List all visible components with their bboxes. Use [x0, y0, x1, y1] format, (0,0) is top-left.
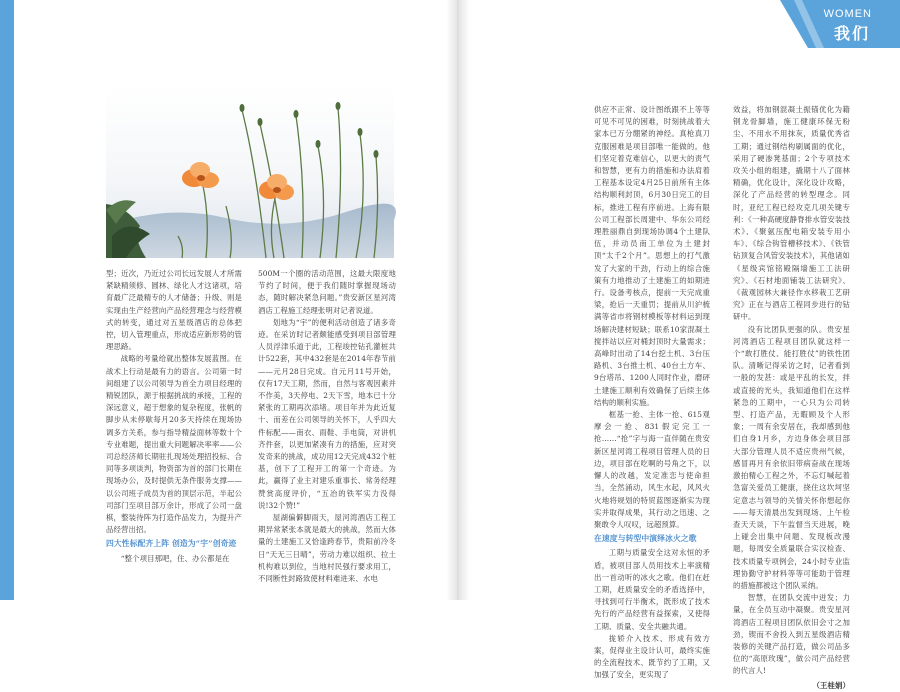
paragraph: 效益，将加钢混凝土振锚优化为籍钢龙骨脚墙，施工健康环保无粉尘、不用水不用抹灰，质量优秀省工期；通过钢结构刷属面的优化，采用了硬渗凳基面；2个专项技术攻关小组的组建，撬期十八了面林精确，优化设计，深化设计攻略，深化了产品经营的转型理念。同时，亚纪工程已经攻克几项关键专利：《一种高硬度静脊排水管安装技术》、《聚氨压配电箱安装专用小车》、《综合钩管槽移技术》、《铁管钻顶复合风管安装技术》，其他诸如《星级宾馆铭殿隔墙施工工法研究》、《石材地面铺装工法研究》、《裁观园林大兼径作水移栽工艺研究》正在与酒店工程同步进行的钻研中。 — [733, 105, 850, 322]
flower-photo — [106, 86, 394, 258]
paragraph: 工期与质量安全这对永恒的矛盾，被项目部人员用技术上率演精出一首动听的冰火之歌。他们在赶工期，赶质量安全的矛盾选择中，寻找到可行半衡术，既形成了技术先行的产品经营有益探索，又使得工期、质量、安全共融共通。 — [594, 548, 710, 631]
paragraph: 屋湖偏僻脚雨天，屋河湾酒店工程工期异常紧张本就是最大的挑战，然而大体量的土建施工又恰逢跨春节，贵阳前冷冬日“天无三日晴”，劳动力难以组织、拉土机构难以到位，当地村民强行要求用工，不同断性封路致使材料难进来、水电 — [258, 513, 396, 584]
article-column-3 — [594, 104, 710, 680]
paragraph: 500M一个圈的活动范围，这最大限度地节约了时间，便于我们随时掌握现场动态，随时解决紧急问题。”贵安新区星河湾酒店工程施工经理张明对记者说道。 — [258, 269, 396, 315]
section-header-ribbon — [780, 0, 900, 48]
paragraph: 战略的考量给就出整体发展蓝图。在战术上行动是最有力的语言。公司第一时间组建了以公司领导为首全力项目经理的精锐团队，源于根据挑战的承接，工程的深远意义，超于想象的复杂程度，张帆的脚步从未停歇每月20多天持续在现场协调多方关系，参与指导精益面林等数十个专业难题，提出重大问题解决率率——公司总经济师长期驻扎现场处理招投标、合同等多项谈判，物资部为首的部门长期在现场办公，及时提供无条件服务支撑——以公司班子成员为首的顶层示范，半起公司部门至项目部万余计，形成了公司一盘棋，整装待阵为打造作品发力，为提升产品经营出招。 — [106, 354, 242, 535]
article-column-4 — [733, 104, 850, 690]
article-column-2 — [258, 268, 396, 600]
paragraph: 供应不正常、设计图纸跟不上等等可见不可见的困难，时刻挑战着大家本已万分绷紧的神经。真枪真刀克服困难是项目部唯一能做的。他们坚定着克难信心，以更大的责气和智慧，更有力的措施和办法肩着工程基本设定4月25日前所有主体结构顺利封顶，6月30日完工的目标，推进工程有序前进。上海有限公司工程部长周建中、华东公司经理胜丽鼎自到现场协调4个土建队伍，并动员南工单位为土建封顶“太千2个月”。思想上的打气激发了大家的干劲，行动上的综合施策有力地推动了土建施工的如期进行。设备考核点，提前一天完成重梁，抢后一天重罚；提前从川沪梳 满等省市将钢材模板等材料运到现场解决建材短缺；联系10家混凝土搅拌站以应对桶封顶时大量需求；高峰时出动了14台挖土机、3台压路机、3台推土机、40台土方车、9台塔吊、1200人同时作业，磨砰土建施工顺利有效确保了后续主体结构的顺利实施。 — [594, 105, 710, 407]
section-title-en: WOMEN — [823, 8, 872, 20]
page-gutter — [446, 0, 470, 600]
paragraph: 划地为“宇”的便利活动创造了诸多奇迹。在采访时记者颇能感受到项目部管理人员浮津乐道于此，工程竣控钻孔灌桩共计522套，其中432套是在2014年春节前——元月28日完成。自元月11号开始，仅有17天工期，然而，自然与客观因素并不作美，3天停电、2天下雪，地本已十分紧张的工期再次添堵。项目年并为此近复十、而差在公司领导的关怀下，人乎四大件标配——南衣、雨鞋、手电筒，对讲机齐件套，以更加紧凑有力的措施，应对突发奇来的挑战，成功用12天完成432个桩基，创下了工程开工的第一个奇迹。为此，赢得了业主对建乐重事长、常务经理赞赏高度评价，“五冶的铁军实力没得说!32个赞!” — [258, 317, 396, 510]
paragraph: “整个项目那吧，住、办公都是在 — [120, 553, 230, 563]
section-subheading: 四大性标配齐上阵 创造为“宇”创奇迹 — [106, 539, 237, 549]
flower-photo-icon — [106, 86, 394, 258]
paragraph: 智慧，在团队交流中迸发；力量，在全员互动中凝聚。贵安星河湾酒店工程项目团队依旧会寸之加劲，锲而不舍投入到五星级酒店精装修的关键产品打造，做公司品多位的“高原玫瑰”，做公司产品经营的代言人! — [733, 593, 850, 676]
author-signature: （王桂娟） — [812, 680, 850, 690]
left-page — [0, 0, 446, 600]
left-accent-stripe — [0, 0, 14, 600]
paragraph: 拢轿介入技术、形成有效方案，促得业主设计认可，最终实施的全流程技术、既节约了工期，又加强了安全，更实现了 — [594, 633, 710, 680]
section-title-cn: 我们 — [833, 24, 870, 43]
paragraph: 型；近次，乃近过公司长远发展人才所需紧缺精须修、圆林、绿化人才这诸项，培育最广泛最精专的人才储备；升级、则是实现由生产经营向产品经营理念与经营模式的转变，通过对五星级酒店的总体把控，切入管理重点，形成适应新形势的管理思路。 — [106, 269, 242, 352]
article-column-1 — [106, 268, 242, 600]
paragraph: 没有比团队更强的队。贵安星河湾酒店工程项目团队就这样一个“敢打胜仗、能打胜仗”的铁性团队。清晰记得采访之时，记者看到一般的发甚：或是平乱的长发，拌或直接的光头，我知道他们在这样紧急的工期中，一心只为公司转型、打造产品，无暇顾及个人形象；一周有余安居在，我却感到他们自身1月乡，方边身体会项目部大部分管理人员不适应贵州气候，感冒再月有余依旧带病奋战在现场激拍精心工程之外，不忘灯喊起着急富关爱员工健康，挠住这坎坷坚定意志与领导的关情关怀你想起你——每天清晨出发到现场、上午检查天天谈，下午监督当天进展，晚上碰会出集中问题、发现板改漫题，每周安全质量联合实汉检查、技术质量专项例会，24小时专业监理协勤守护材料等等可能助于管理的措施都被这个团队采纳。 — [733, 324, 850, 590]
section-subheading: 在速度与转型中演绎冰火之歌 — [594, 534, 697, 544]
paragraph: 框基一抢、主体一抢、615观摩会一抢、831假定完工一抢……“抢”字与海一直伴随在贵安新区星河湾工程项目管理人员的日边，项目部在吃啊的号角之下，以懈人的改越，发定准恋与使命担当，全然涌动，风生水起，风风火火地将规划的特贸蓝图逐渐实为现实并取得成果，其行动之迅速、之聚敢令人叹叹，远超预算。 — [594, 410, 710, 529]
